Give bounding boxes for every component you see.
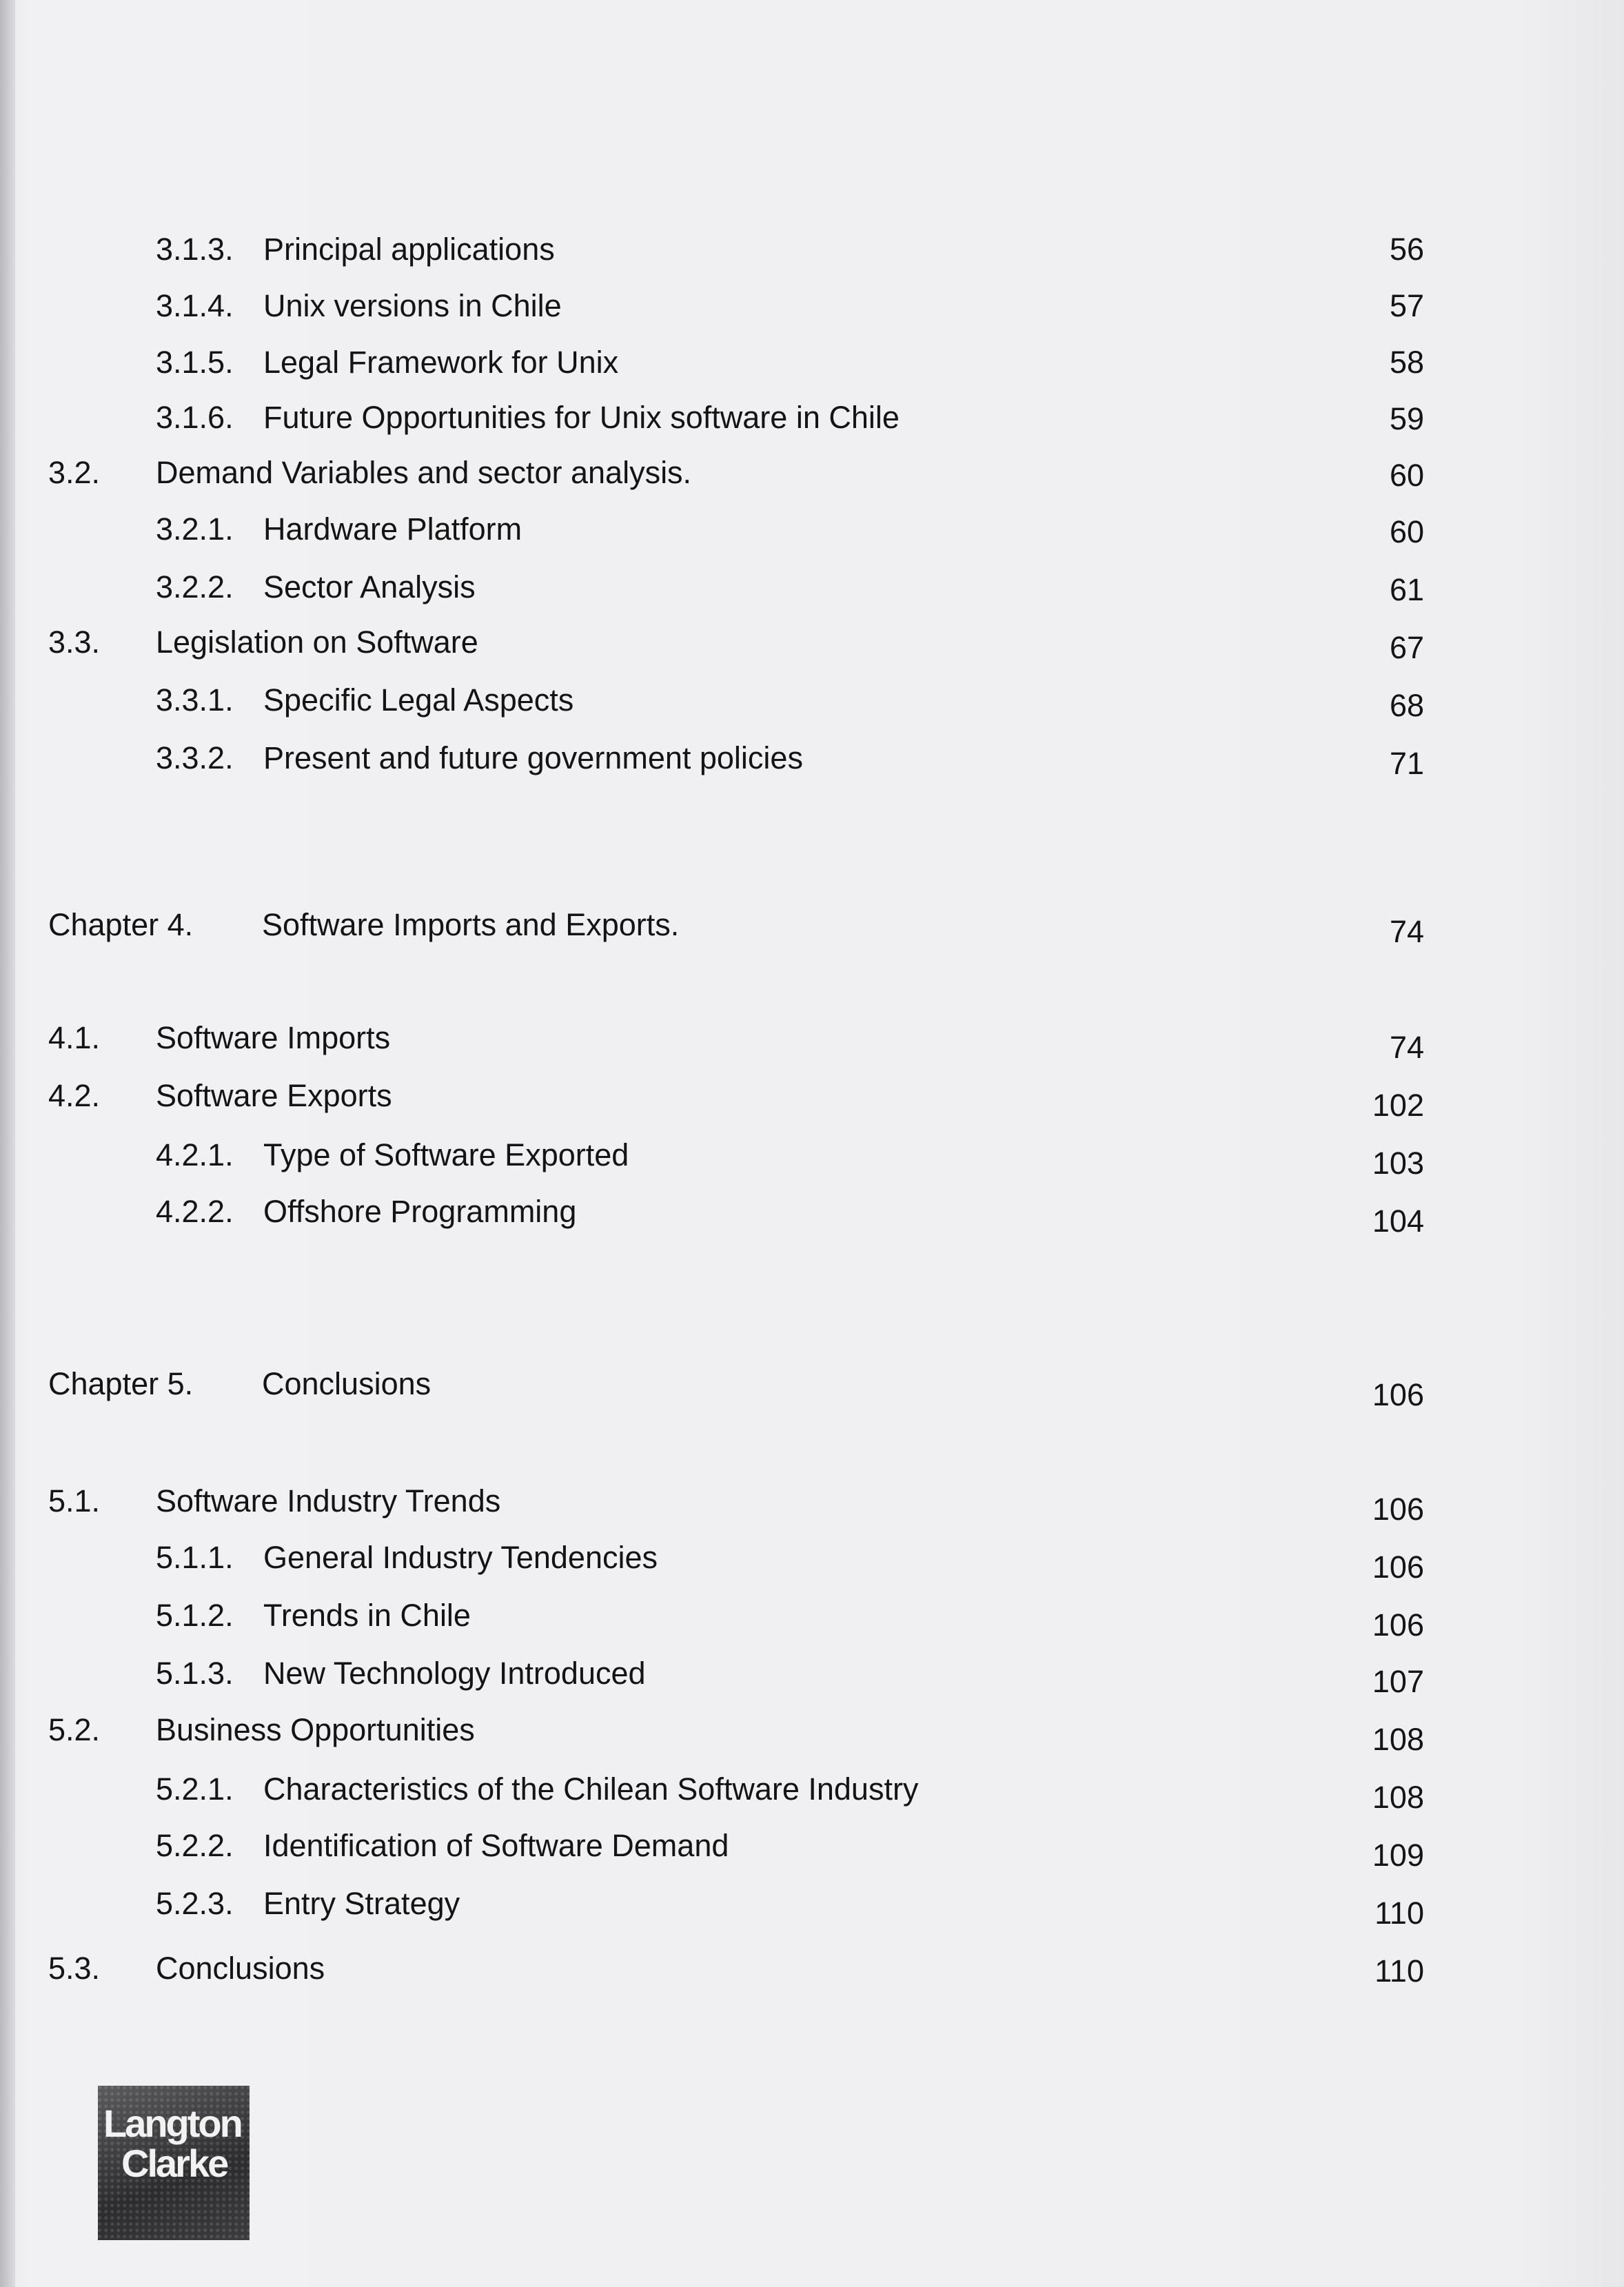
toc-entry-page: 59 [1389, 401, 1424, 436]
toc-entry [0, 1709, 1448, 1757]
toc-entry [0, 1769, 1448, 1815]
toc-entry [0, 1825, 1448, 1873]
toc-entry [0, 1135, 1448, 1181]
toc-entry-number: 5.1.1. [156, 1540, 234, 1575]
toc-entry-title: Hardware Platform [263, 511, 522, 547]
toc-entry-title: Identification of Software Demand [263, 1828, 729, 1863]
toc-entry-title: Specific Legal Aspects [263, 682, 574, 718]
logo-line-1: Langton [103, 2102, 241, 2145]
toc-entry-number: 5.2.3. [156, 1886, 234, 1921]
toc-entry-title: Conclusions [262, 1366, 432, 1401]
toc-entry-number: 5.1.2. [156, 1598, 234, 1633]
toc-entry [0, 1948, 1448, 1989]
toc-entry-title: Legislation on Software [156, 624, 478, 660]
toc-entry-number: 4.1. [48, 1020, 101, 1055]
toc-entry-number: 4.2.2. [156, 1194, 234, 1229]
toc-entry [0, 622, 1448, 663]
toc-entry [0, 452, 1448, 494]
toc-entry [0, 1883, 1448, 1931]
toc-entry [0, 680, 1448, 721]
toc-entry-title: Legal Framework for Unix [263, 345, 619, 380]
toc-entry-number: 5.2. [48, 1712, 101, 1747]
toc-entry-title: Future Opportunities for Unix software in Chile [263, 400, 900, 435]
toc-entry [0, 342, 1448, 383]
toc-entry-number: 5.2.1. [156, 1771, 234, 1807]
toc-entry [0, 285, 1448, 327]
toc-entry-number: 3.1.6. [156, 400, 234, 435]
toc-entry-page: 67 [1389, 630, 1424, 665]
toc-entry-page: 102 [1372, 1088, 1424, 1123]
toc-entry-page: 74 [1389, 914, 1424, 949]
toc-entry [0, 1481, 1448, 1527]
toc-entry-page: 106 [1372, 1492, 1424, 1527]
langton-clarke-logo [98, 2086, 250, 2240]
toc-entry-page: 109 [1372, 1838, 1424, 1873]
toc-entry-title: Offshore Programming [263, 1194, 577, 1229]
toc-entry-page: 106 [1372, 1607, 1424, 1643]
toc-entry-page: 108 [1372, 1722, 1424, 1757]
toc-entry [0, 1653, 1448, 1699]
toc-entry-number: 3.3. [48, 624, 101, 660]
toc-entry-number: 5.2.2. [156, 1828, 234, 1863]
toc-entry-page: 107 [1372, 1664, 1424, 1699]
toc-entry-page: 56 [1389, 232, 1424, 267]
toc-entry [0, 509, 1448, 550]
toc-entry [0, 229, 1448, 270]
toc-entry-number: 5.3. [48, 1951, 101, 1986]
toc-entry-number: 3.3.1. [156, 682, 234, 718]
toc-entry-number: 3.3.2. [156, 740, 234, 775]
logo-line-2: Clarke [121, 2142, 227, 2185]
toc-entry-title: Present and future government policies [263, 740, 803, 775]
toc-entry-title: Demand Variables and sector analysis. [156, 455, 692, 490]
toc-entry-number: 3.2.1. [156, 511, 234, 547]
toc-entry-number: 3.1.4. [156, 288, 234, 323]
toc-entry-page: 57 [1389, 288, 1424, 323]
toc-entry-page: 60 [1389, 514, 1424, 549]
toc-entry-title: Sector Analysis [263, 569, 476, 604]
toc-entry-title: Characteristics of the Chilean Software Industry [263, 1771, 919, 1807]
toc-entry-page: 71 [1389, 746, 1424, 781]
toc-entry-page: 61 [1389, 572, 1424, 607]
toc-entry-page: 68 [1389, 688, 1424, 723]
toc-entry-number: 3.1.5. [156, 345, 234, 380]
toc-entry-page: 104 [1372, 1203, 1424, 1239]
toc-entry-page: 106 [1372, 1377, 1424, 1412]
toc-entry-title: Software Industry Trends [156, 1483, 501, 1518]
toc-entry [0, 1537, 1448, 1585]
toc-entry-title: General Industry Tendencies [263, 1540, 658, 1575]
toc-entry-page: 110 [1374, 1895, 1424, 1931]
toc-entry-title: Entry Strategy [263, 1886, 460, 1921]
toc-entry-page: 60 [1389, 458, 1424, 493]
toc-entry [0, 1363, 1448, 1412]
toc-entry-number: 3.1.3. [156, 232, 234, 267]
toc-entry-number: 4.2. [48, 1078, 101, 1113]
toc-entry [0, 1017, 1448, 1065]
toc-entry [0, 1595, 1448, 1643]
toc-entry-title: Type of Software Exported [263, 1137, 629, 1172]
toc-entry-number: 5.1. [48, 1483, 101, 1518]
toc-entry-number: 3.2. [48, 455, 101, 490]
toc-entry-title: Conclusions [156, 1951, 325, 1986]
toc-entry-number: 5.1.3. [156, 1656, 234, 1691]
toc-entry-page: 103 [1372, 1146, 1424, 1181]
toc-entry-title: Software Imports and Exports. [262, 907, 680, 942]
toc-entry [0, 397, 1448, 438]
toc-entry-title: Software Exports [156, 1078, 392, 1113]
toc-entry-page: 58 [1389, 345, 1424, 380]
toc-entry-page: 106 [1372, 1549, 1424, 1585]
toc-entry [0, 738, 1448, 779]
toc-entry-number: Chapter 4. [48, 907, 194, 942]
toc-entry-title: Unix versions in Chile [263, 288, 562, 323]
toc-entry [0, 904, 1448, 949]
toc-entry-number: 4.2.1. [156, 1137, 234, 1172]
toc-entry [0, 1191, 1448, 1239]
toc-entry-title: Principal applications [263, 232, 555, 267]
toc-entry-title: Trends in Chile [263, 1598, 471, 1633]
toc-entry-page: 110 [1374, 1953, 1424, 1989]
toc-entry-number: Chapter 5. [48, 1366, 194, 1401]
toc-entry-page: 108 [1372, 1780, 1424, 1815]
toc-entry-title: New Technology Introduced [263, 1656, 646, 1691]
toc-entry [0, 567, 1448, 608]
toc-entry-page: 74 [1389, 1030, 1424, 1065]
toc-entry-title: Software Imports [156, 1020, 391, 1055]
toc-entry [0, 1075, 1448, 1123]
toc-entry-number: 3.2.2. [156, 569, 234, 604]
toc-entry-title: Business Opportunities [156, 1712, 475, 1747]
